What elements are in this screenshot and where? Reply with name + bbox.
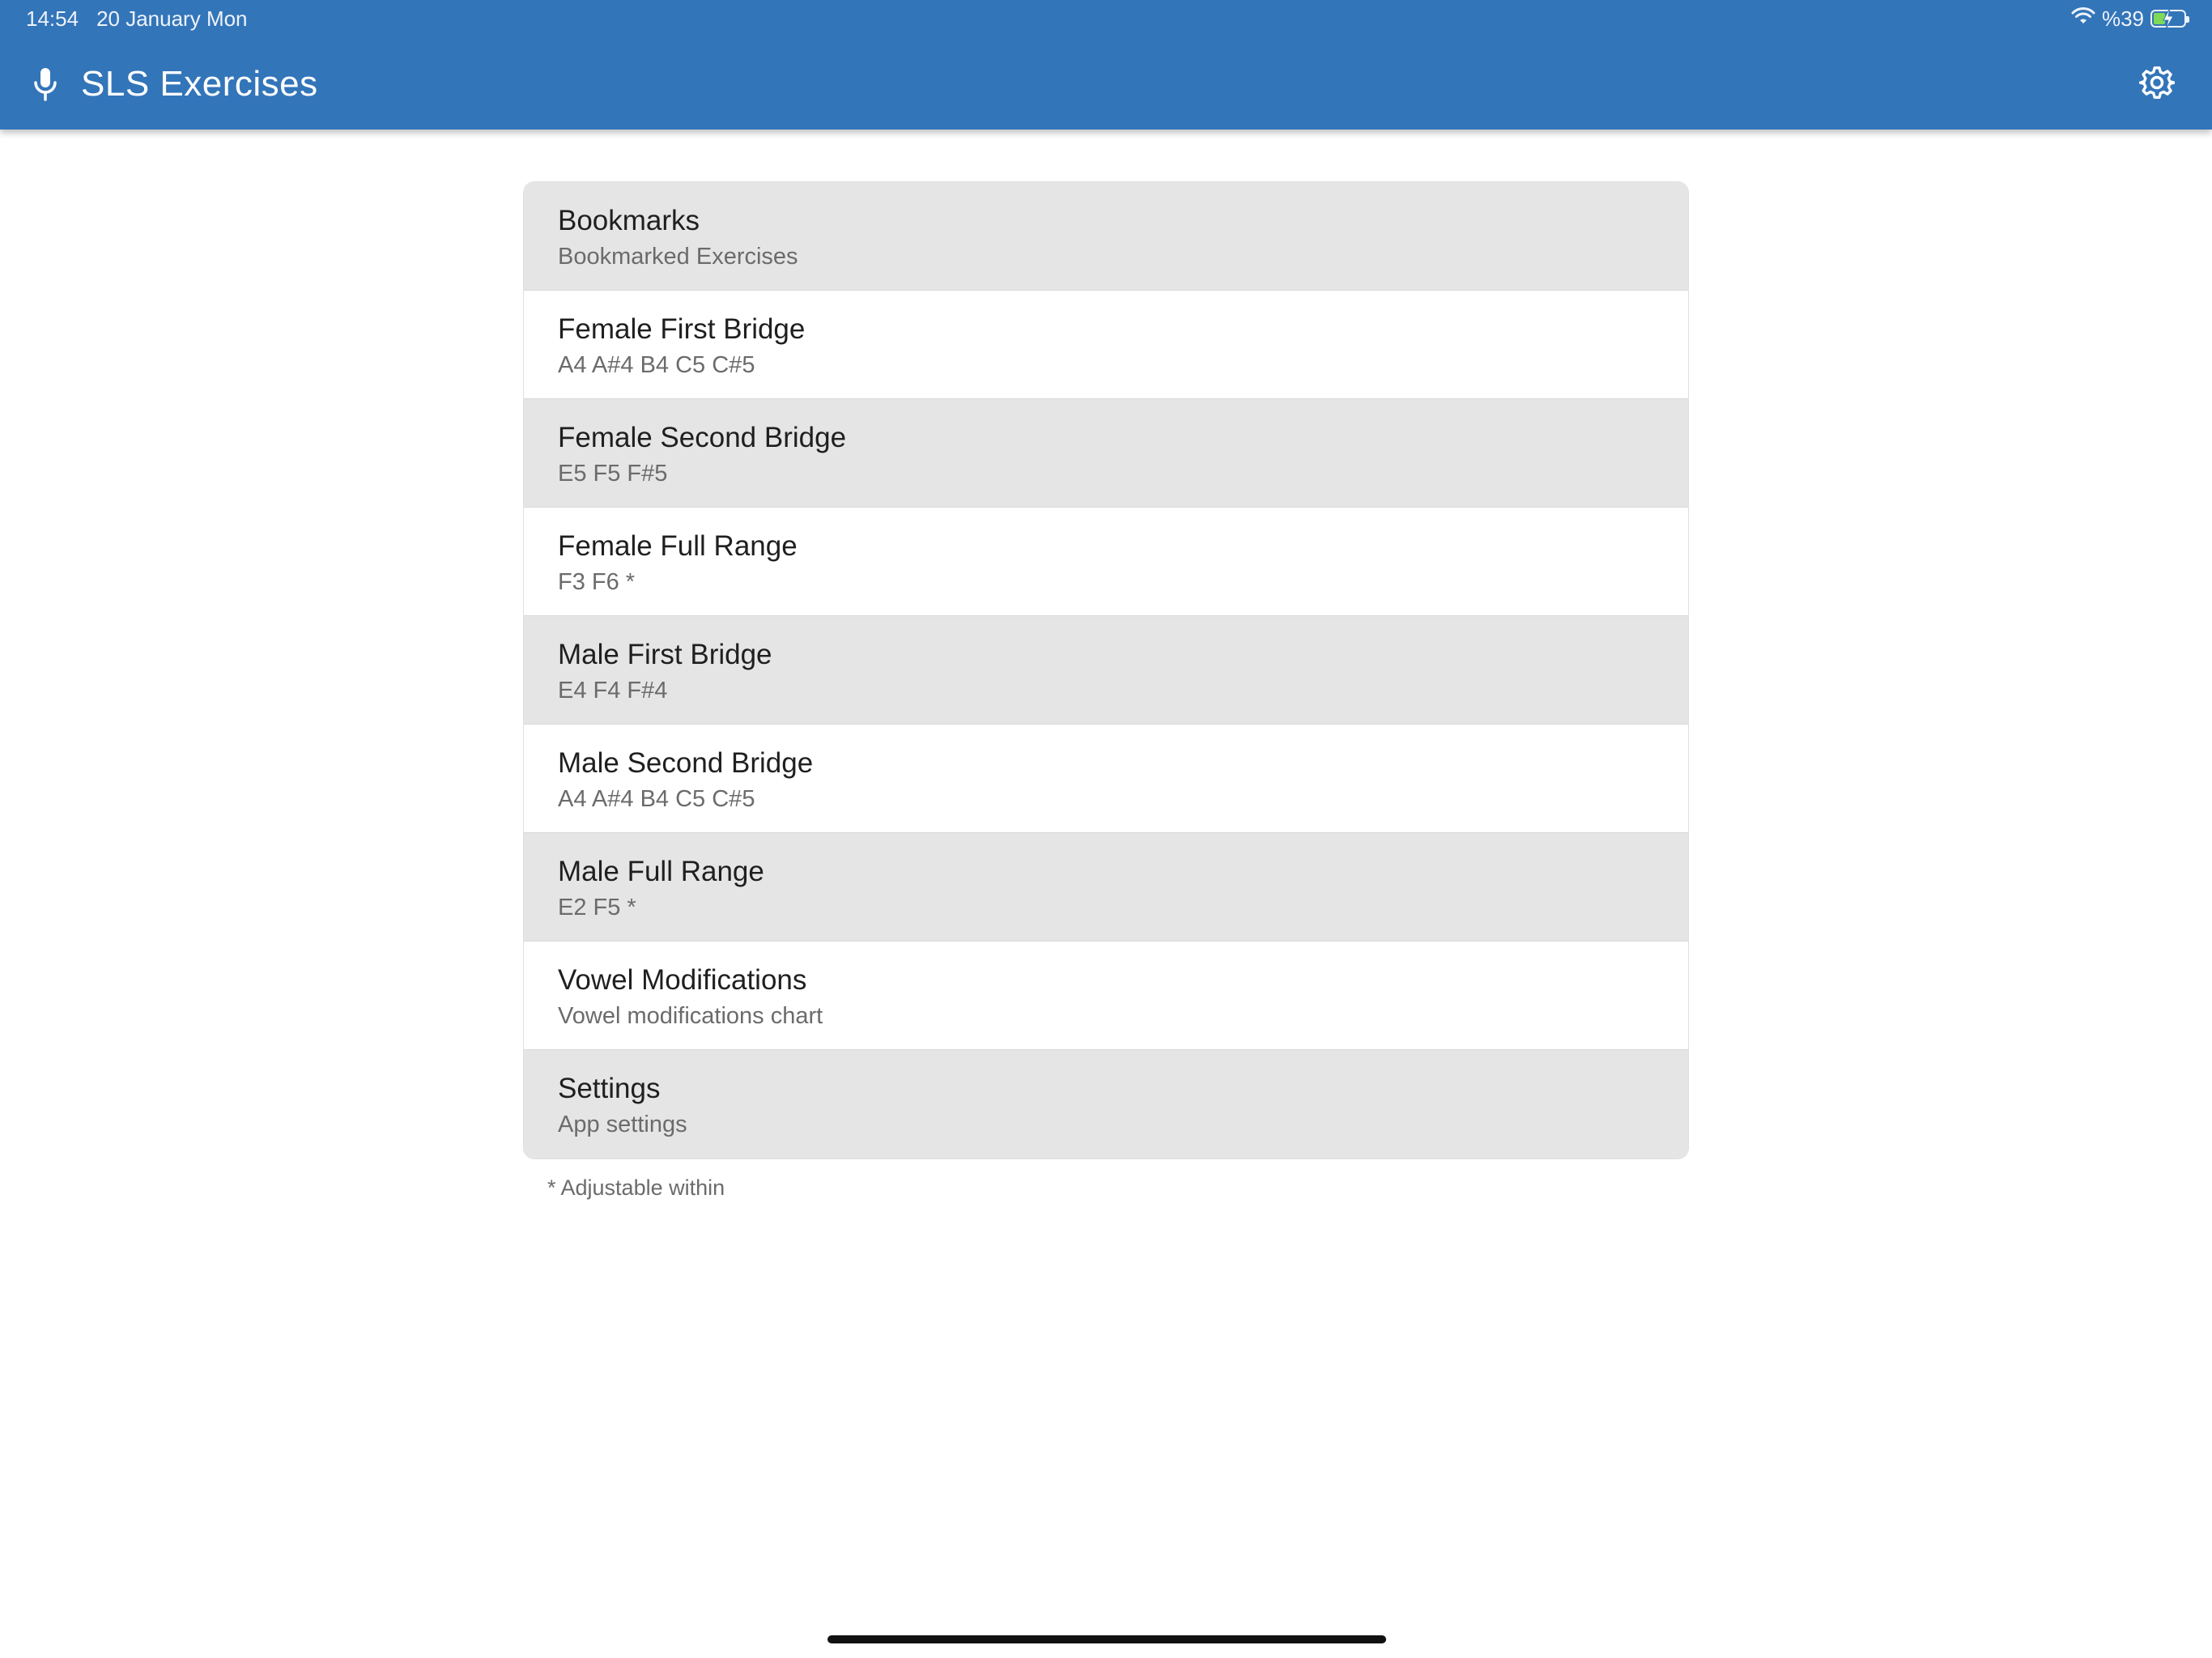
menu-item-subtitle: E5 F5 F#5 <box>558 461 668 487</box>
menu-item-male-first-bridge[interactable] <box>524 616 1688 725</box>
menu-item-subtitle: E2 F5 * <box>558 895 636 920</box>
menu-item-male-second-bridge[interactable] <box>524 725 1688 833</box>
exercise-menu-list <box>523 181 1689 1159</box>
menu-item-vowel-modifications[interactable] <box>524 942 1688 1050</box>
menu-item-subtitle: Vowel modifications chart <box>558 1003 823 1029</box>
menu-item-title: Female First Bridge <box>558 313 806 345</box>
status-time: 14:54 <box>26 6 79 31</box>
menu-item-subtitle: App settings <box>558 1112 687 1137</box>
adjustable-footnote: * Adjustable within <box>547 1175 725 1200</box>
home-indicator[interactable] <box>827 1635 1386 1643</box>
mic-icon <box>29 65 62 104</box>
menu-item-title: Vowel Modifications <box>558 964 807 996</box>
battery-percent: %39 <box>2101 6 2144 31</box>
menu-item-subtitle: F3 F6 * <box>558 569 636 595</box>
menu-item-subtitle: A4 A#4 B4 C5 C#5 <box>558 786 755 812</box>
menu-item-title: Male First Bridge <box>558 639 772 670</box>
status-date: 20 January Mon <box>96 6 248 31</box>
page-title: SLS Exercises <box>81 64 318 104</box>
menu-item-title: Male Second Bridge <box>558 747 814 779</box>
wifi-icon <box>2071 6 2095 32</box>
menu-item-subtitle: A4 A#4 B4 C5 C#5 <box>558 352 755 378</box>
menu-item-settings[interactable] <box>524 1050 1688 1158</box>
menu-item-title: Settings <box>558 1073 661 1104</box>
menu-item-title: Male Full Range <box>558 856 764 887</box>
menu-item-female-first-bridge[interactable] <box>524 291 1688 399</box>
battery-charging-icon <box>2150 10 2186 28</box>
menu-item-title: Female Second Bridge <box>558 422 847 453</box>
menu-item-title: Female Full Range <box>558 530 798 562</box>
menu-item-subtitle: E4 F4 F#4 <box>558 678 668 704</box>
menu-item-male-full-range[interactable] <box>524 833 1688 942</box>
status-bar-left <box>26 6 266 31</box>
app-header <box>0 0 2212 130</box>
menu-item-subtitle: Bookmarked Exercises <box>558 244 798 270</box>
status-bar-right <box>2071 6 2186 31</box>
menu-item-female-full-range[interactable] <box>524 508 1688 616</box>
menu-item-female-second-bridge[interactable] <box>524 399 1688 508</box>
header-title-row <box>29 58 318 110</box>
gear-icon <box>2139 65 2175 104</box>
settings-button[interactable] <box>2138 63 2176 105</box>
menu-item-title: Bookmarks <box>558 205 700 236</box>
menu-item-bookmarks[interactable] <box>524 182 1688 291</box>
